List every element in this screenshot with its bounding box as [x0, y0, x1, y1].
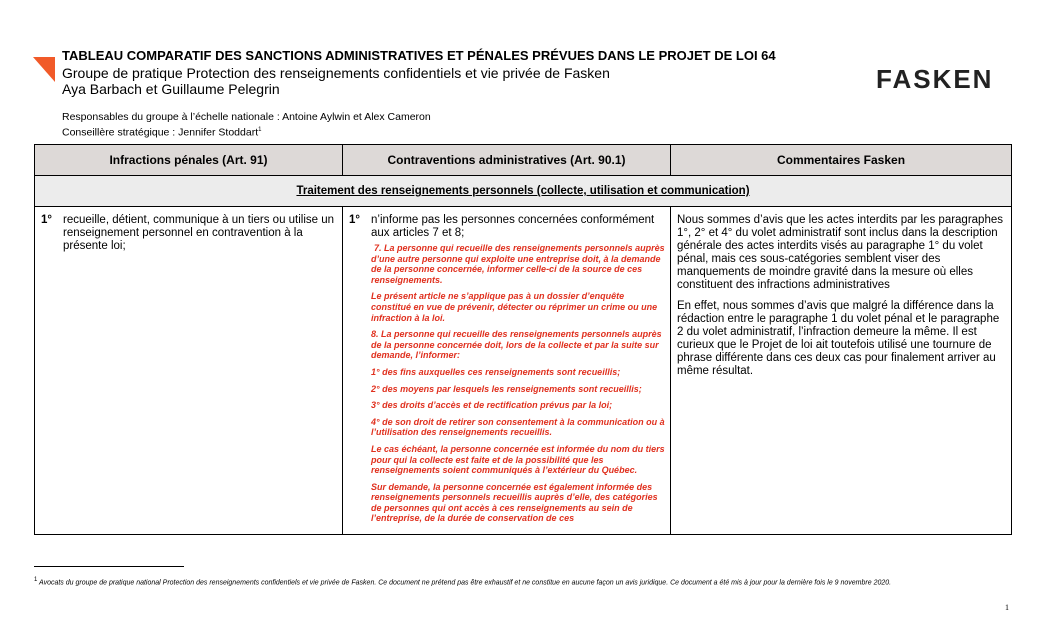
contravention-text: n’informe pas les personnes concernées conformément aux articles 7 et 8;: [371, 214, 655, 239]
authors-line: Aya Barbach et Guillaume Pelegrin: [62, 81, 280, 97]
page-number: 1: [1005, 603, 1009, 612]
comment-paragraph: En effet, nous sommes d’avis que malgré la différence dans la rédaction entre le paragraphe 1 du volet pénal et le paragraphe 2 du volet administratif, l’infraction demeure la même. Il est curieux que le Projet de loi ait toutefois utilisé une tournure de phrase différente dans ces deux cas pour finalement arriver au même résultat.: [677, 300, 1000, 377]
comment-text: [677, 214, 1005, 386]
table-cell-infractions: [35, 207, 343, 535]
quoted-paragraph: 3° des droits d’accès et de rectification prévus par la loi;: [371, 400, 613, 411]
quoted-paragraph: 1° des fins auxquelles ces renseignements sont recueillis;: [371, 366, 621, 377]
paragraph-number: 1°: [41, 214, 52, 226]
quoted-paragraph: Le présent article ne s’applique pas à un dossier d’enquête constitué en vue de prévenir, détecter ou réprimer un crime ou une infraction à la loi.: [371, 291, 658, 323]
responsables-block: [62, 111, 431, 140]
conseillere-text: Conseillère stratégique : Jennifer Stoddart: [62, 126, 259, 139]
fasken-corner-logo-icon: [33, 57, 55, 82]
quoted-paragraph: 4° de son droit de retirer son consentement à la communication ou à l’utilisation des renseignements recueillis.: [371, 416, 665, 438]
footnote-ref: 1: [258, 127, 262, 133]
quoted-paragraph: Le cas échéant, la personne concernée est informée du nom du tiers pour qui la collecte est faite et de la possibilité que les renseignements soient communiqués à l’extérieur du Québec.: [371, 443, 665, 476]
quoted-paragraph: 2° des moyens par lesquels les renseignements sont recueillis;: [371, 383, 642, 394]
footnote-divider: [34, 566, 184, 567]
comparison-table: [34, 144, 1012, 535]
quoted-paragraph: 8. La personne qui recueille des renseignements personnels auprès de la personne concernée doit, lors de la collecte et par la suite sur demande, l’informer:: [371, 329, 662, 361]
document-title: TABLEAU COMPARATIF DES SANCTIONS ADMINISTRATIVES ET PÉNALES PRÉVUES DANS LE PROJET DE LOI 64: [62, 48, 776, 63]
footnote: [34, 577, 891, 586]
column-header-contraventions: Contraventions administratives (Art. 90.1): [343, 145, 671, 175]
footnote-text: Avocats du groupe de pratique national Protection des renseignements confidentiels et vie privée de Fasken. Ce document ne prétend pas être exhaustif et ne constitue en aucune façon un avis juridique. Ce document a été mis à jour pour la dernière fois le 9 novembre 2020.: [39, 579, 892, 587]
section-heading-row: Traitement des renseignements personnels (collecte, utilisation et communication): [35, 176, 1011, 207]
quoted-paragraph: 7. La personne qui recueille des renseignements personnels auprès d’une autre personne qui exploite une entreprise doit, à la demande de la personne concernée, informer celle-ci de la source de ces renseignements.: [371, 243, 665, 285]
paragraph-number: 1°: [349, 214, 360, 226]
table-header-row: [35, 145, 1011, 176]
infraction-text: recueille, détient, communique à un tiers ou utilise un renseignement personnel en contravention à la présente loi;: [63, 214, 335, 252]
conseillere-line: [62, 124, 431, 140]
column-header-infractions: Infractions pénales (Art. 91): [35, 145, 343, 175]
document-subtitle: [62, 65, 610, 97]
quoted-articles: [371, 243, 665, 530]
table-cell-contraventions: [343, 207, 671, 535]
quoted-paragraph: Sur demande, la personne concernée est également informée des renseignements personnels recueillis auprès d’elle, des catégories de personnes qui ont accès à ces renseignements au sein de l’entreprise, de la durée de conservation de ces: [371, 481, 658, 524]
column-header-commentaires: Commentaires Fasken: [776, 153, 906, 167]
comment-paragraph: Nous sommes d’avis que les actes interdits par les paragraphes 1°, 2° et 4° du volet administratif sont inclus dans la description générale des actes interdits visés au paragraphe 1° du volet pénal, mais ces sous-catégories semblent viser des manquements de moindre gravité dans la mesure où elles constituent des infractions administratives: [677, 214, 1003, 291]
responsables-line: Responsables du groupe à l’échelle nationale : Antoine Aylwin et Alex Cameron: [62, 111, 431, 123]
footnote-mark: 1: [34, 577, 38, 583]
fasken-logo: FASKEN: [876, 64, 994, 94]
practice-group-line: Groupe de pratique Protection des renseignements confidentiels et vie privée de Fasken: [62, 65, 610, 81]
table-cell-commentaires: [671, 207, 1011, 535]
